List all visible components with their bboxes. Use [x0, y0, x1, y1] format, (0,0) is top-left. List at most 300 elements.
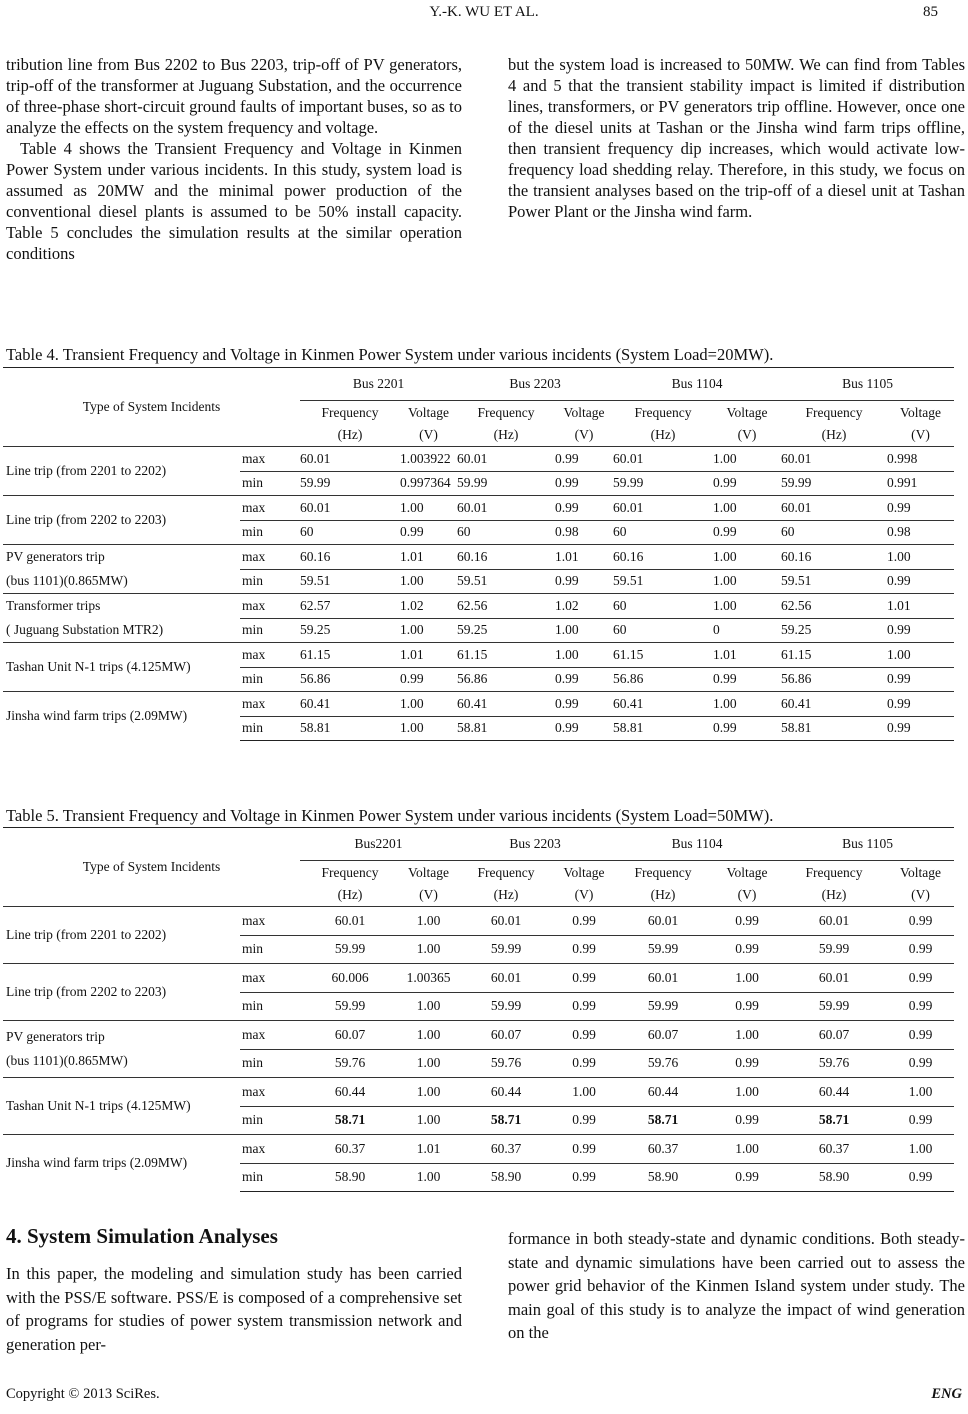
voltage-header	[887, 401, 954, 447]
table-cell: 1.00	[713, 594, 781, 619]
max-label: max	[240, 594, 300, 619]
table-cell: 60.01	[781, 447, 887, 472]
table-cell: 0.99	[887, 1106, 954, 1135]
subheader-label: Voltage	[900, 864, 942, 880]
voltage-header	[400, 861, 457, 907]
table-row	[3, 964, 954, 993]
table-cell: 60.44	[613, 1078, 713, 1107]
incident-label	[3, 907, 240, 964]
table-cell: 0.99	[887, 667, 954, 692]
table-cell: 1.00365	[400, 964, 457, 993]
max-label: max	[240, 964, 300, 993]
subheader-label: Frequency	[634, 404, 692, 420]
table-cell: 60	[457, 520, 555, 545]
max-label: max	[240, 545, 300, 570]
table-cell: 60.01	[457, 907, 555, 936]
subheader-unit: (Hz)	[493, 886, 519, 902]
table-cell: 0.99	[555, 716, 613, 741]
voltage-header	[887, 861, 954, 907]
min-label: min	[240, 1106, 300, 1135]
paragraph: In this paper, the modeling and simulation study has been carried with the PSS/E software. PSS/E is composed of a comprehensive set of programs for studies of power system transmission network and generation per-	[6, 1264, 462, 1354]
table-cell: 1.00	[713, 1078, 781, 1107]
table-cell: 0.99	[713, 520, 781, 545]
table-cell: 60.41	[300, 692, 400, 717]
subheader-unit: (V)	[419, 426, 438, 442]
table-cell: 59.51	[300, 569, 400, 594]
incident-text: Jinsha wind farm trips (2.09MW)	[6, 708, 188, 724]
table-cell: 1.00	[713, 964, 781, 993]
table-cell: 0.99	[713, 471, 781, 496]
table-cell: 1.00	[400, 1078, 457, 1107]
subheader-unit: (V)	[574, 886, 594, 902]
subheader-unit: (Hz)	[337, 426, 363, 442]
voltage-header	[713, 401, 781, 447]
max-label: max	[240, 1021, 300, 1050]
section-heading: 4. System Simulation Analyses	[6, 1224, 278, 1248]
table-cell: 60.01	[300, 907, 400, 936]
table-row	[3, 545, 954, 570]
table-cell: 60.01	[457, 964, 555, 993]
table-cell: 59.99	[781, 471, 887, 496]
table-cell: 60.01	[613, 496, 713, 521]
subheader-label: Voltage	[726, 404, 768, 420]
table-cell: 59.51	[457, 569, 555, 594]
incident-text: Line trip (from 2201 to 2202)	[6, 927, 167, 942]
incident-text: Jinsha wind farm trips (2.09MW)	[6, 1155, 188, 1171]
incident-type-header: Type of System Incidents	[3, 368, 300, 447]
table5	[3, 827, 954, 1192]
table-row	[3, 907, 954, 936]
table-cell: 59.99	[613, 471, 713, 496]
table-cell: 0.99	[555, 1135, 613, 1164]
table-cell: 0.99	[713, 716, 781, 741]
table-cell: 0.99	[555, 1049, 613, 1078]
table-cell: 58.81	[781, 716, 887, 741]
subheader-label: Frequency	[805, 404, 863, 420]
min-label: min	[240, 716, 300, 741]
min-label: min	[240, 992, 300, 1021]
table-cell: 1.00	[713, 1135, 781, 1164]
incident-label	[3, 692, 240, 741]
table-cell: 0.99	[713, 992, 781, 1021]
bus-header: Bus 1104	[613, 368, 781, 401]
incident-label	[3, 545, 240, 594]
min-label: min	[240, 1163, 300, 1192]
subheader-unit: (V)	[419, 886, 438, 902]
table-cell: 0.99	[887, 569, 954, 594]
table-row	[3, 1021, 954, 1050]
table-cell: 1.00	[400, 1106, 457, 1135]
table-cell: 58.71	[613, 1106, 713, 1135]
table-cell: 1.00	[713, 496, 781, 521]
table-cell: 0.99	[555, 1021, 613, 1050]
subheader-unit: (V)	[737, 426, 757, 442]
table-cell: 60	[300, 520, 400, 545]
incident-text: Line trip (from 2202 to 2203)	[6, 984, 167, 999]
table-cell: 60.006	[300, 964, 400, 993]
table-cell: 60.01	[613, 964, 713, 993]
copyright-notice: Copyright © 2013 SciRes.	[6, 1386, 160, 1402]
incident-text: PV generators trip	[6, 549, 105, 564]
table-cell: 60.41	[781, 692, 887, 717]
table-cell: 59.76	[781, 1049, 887, 1078]
table-cell: 60.41	[613, 692, 713, 717]
table-cell: 1.003922	[400, 447, 457, 472]
table-cell: 60.16	[781, 545, 887, 570]
table-cell: 59.76	[457, 1049, 555, 1078]
table-cell: 60.44	[781, 1078, 887, 1107]
bus-header: Bus 1105	[781, 368, 954, 401]
table-cell: 1.00	[713, 447, 781, 472]
subheader-unit: (Hz)	[821, 426, 847, 442]
bus-header: Bus2201	[300, 828, 457, 861]
table-cell: 60.16	[300, 545, 400, 570]
table-cell: 60.07	[781, 1021, 887, 1050]
max-label: max	[240, 1135, 300, 1164]
table-cell: 0.99	[887, 935, 954, 964]
table-cell: 0.99	[400, 667, 457, 692]
table-cell: 59.99	[457, 471, 555, 496]
table-cell: 58.81	[300, 716, 400, 741]
table-cell: 60.07	[300, 1021, 400, 1050]
subheader-label: Frequency	[634, 864, 692, 880]
table-cell: 59.99	[300, 992, 400, 1021]
table-cell: 60.44	[457, 1078, 555, 1107]
voltage-header	[555, 401, 613, 447]
bus-header: Bus 2201	[300, 368, 457, 401]
incident-text: Tashan Unit N-1 trips (4.125MW)	[6, 659, 191, 674]
table-cell: 0.99	[887, 964, 954, 993]
table-cell: 58.71	[300, 1106, 400, 1135]
table-cell: 60.01	[457, 447, 555, 472]
table-cell: 1.01	[400, 1135, 457, 1164]
incident-text: ( Juguang Substation MTR2)	[6, 622, 164, 637]
table-cell: 1.02	[400, 594, 457, 619]
min-label: min	[240, 618, 300, 643]
paragraph: tribution line from Bus 2202 to Bus 2203, trip-off of PV generators, trip-off of the transformer at Juguang Substation, and the occurrence of three-phase short-circuit ground faults of important buses, so as to analyze the effects on the system frequency and voltage.	[6, 55, 462, 137]
table-cell: 0.98	[887, 520, 954, 545]
table-cell: 0.99	[887, 618, 954, 643]
subheader-label: Frequency	[805, 864, 863, 880]
subheader-unit: (Hz)	[650, 426, 676, 442]
table-cell: 0.99	[555, 667, 613, 692]
table-cell: 61.15	[613, 643, 713, 668]
subheader-unit: (Hz)	[650, 886, 676, 902]
table-cell: 1.00	[713, 545, 781, 570]
frequency-header	[613, 861, 713, 907]
table-header-row	[3, 828, 954, 861]
table-cell: 1.00	[400, 1021, 457, 1050]
table-cell: 0	[713, 618, 781, 643]
table-cell: 56.86	[613, 667, 713, 692]
body-text-top-left	[6, 54, 462, 264]
table-cell: 1.00	[555, 643, 613, 668]
table-header-row	[3, 368, 954, 401]
table-cell: 1.01	[400, 643, 457, 668]
table-cell: 59.99	[457, 935, 555, 964]
min-label: min	[240, 1049, 300, 1078]
page-number: 85	[923, 4, 938, 20]
subheader-label: Voltage	[563, 404, 605, 420]
min-label: min	[240, 667, 300, 692]
body-text-top-right	[508, 54, 965, 222]
table-cell: 1.00	[400, 692, 457, 717]
incident-label	[3, 1135, 240, 1192]
table-cell: 1.00	[400, 1049, 457, 1078]
incident-text: (bus 1101)(0.865MW)	[6, 573, 128, 588]
max-label: max	[240, 907, 300, 936]
table-cell: 60	[781, 520, 887, 545]
table-cell: 62.57	[300, 594, 400, 619]
table-cell: 0.99	[887, 496, 954, 521]
table-cell: 1.00	[713, 692, 781, 717]
table-cell: 1.00	[887, 643, 954, 668]
table-cell: 60.01	[300, 496, 400, 521]
table-cell: 60.01	[781, 964, 887, 993]
table-cell: 60	[613, 594, 713, 619]
table-cell: 1.01	[400, 545, 457, 570]
subheader-unit: (V)	[911, 886, 930, 902]
min-label: min	[240, 935, 300, 964]
table-cell: 0.99	[887, 716, 954, 741]
table-row	[3, 496, 954, 521]
table-cell: 1.00	[555, 1078, 613, 1107]
max-label: max	[240, 692, 300, 717]
table-cell: 60.01	[613, 447, 713, 472]
running-head-authors: Y.-K. WU ET AL.	[429, 4, 539, 20]
subheader-unit: (V)	[574, 426, 594, 442]
table-cell: 1.00	[400, 907, 457, 936]
table-cell: 60.37	[613, 1135, 713, 1164]
subheader-unit: (V)	[737, 886, 757, 902]
table-cell: 1.00	[713, 1021, 781, 1050]
table-row	[3, 1078, 954, 1107]
incident-label	[3, 964, 240, 1021]
table-cell: 60.01	[300, 447, 400, 472]
bus-header: Bus 1105	[781, 828, 954, 861]
table-cell: 60.01	[457, 496, 555, 521]
max-label: max	[240, 447, 300, 472]
table-cell: 60.37	[300, 1135, 400, 1164]
table-cell: 0.99	[713, 667, 781, 692]
incident-label	[3, 496, 240, 545]
table-row	[3, 594, 954, 619]
table-cell: 58.90	[457, 1163, 555, 1192]
table-cell: 60.41	[457, 692, 555, 717]
table-cell: 59.99	[613, 992, 713, 1021]
paragraph: formance in both steady-state and dynamic conditions. Both steady-state and dynamic simulations have been carried out to assess the power grid behavior of the Kinmen Island system under study. The main goal of this study is to analyze the impact of wind generation on the	[508, 1229, 965, 1342]
table-cell: 56.86	[781, 667, 887, 692]
table-cell: 60.01	[781, 907, 887, 936]
subheader-label: Frequency	[477, 864, 535, 880]
table-cell: 61.15	[457, 643, 555, 668]
table-cell: 0.99	[555, 447, 613, 472]
table-cell: 0.99	[555, 692, 613, 717]
table-cell: 0.99	[887, 907, 954, 936]
table-cell: 1.00	[555, 618, 613, 643]
table-cell: 58.90	[613, 1163, 713, 1192]
incident-text: Line trip (from 2202 to 2203)	[6, 512, 167, 527]
incident-text: (bus 1101)(0.865MW)	[6, 1053, 128, 1068]
incident-text: Transformer trips	[6, 598, 101, 613]
table-cell: 1.00	[887, 545, 954, 570]
frequency-header	[457, 861, 555, 907]
table-cell: 0.99	[887, 1163, 954, 1192]
table-cell: 1.00	[400, 496, 457, 521]
table-cell: 59.99	[781, 992, 887, 1021]
table-row	[3, 692, 954, 717]
subheader-unit: (Hz)	[337, 886, 363, 902]
bus-header: Bus 2203	[457, 828, 613, 861]
table-cell: 1.01	[713, 643, 781, 668]
bus-header: Bus 2203	[457, 368, 613, 401]
table-cell: 56.86	[300, 667, 400, 692]
table-cell: 60.01	[781, 496, 887, 521]
frequency-header	[300, 861, 400, 907]
incident-label	[3, 447, 240, 496]
table5-caption: Table 5. Transient Frequency and Voltage in Kinmen Power System under various incidents (System Load=50MW).	[6, 806, 774, 825]
subheader-label: Voltage	[900, 404, 942, 420]
table-cell: 0.99	[555, 471, 613, 496]
incident-text: Tashan Unit N-1 trips (4.125MW)	[6, 1098, 191, 1113]
frequency-header	[457, 401, 555, 447]
table-cell: 60.16	[613, 545, 713, 570]
table-cell: 60.07	[613, 1021, 713, 1050]
table-cell: 59.76	[300, 1049, 400, 1078]
min-label: min	[240, 569, 300, 594]
incident-text: PV generators trip	[6, 1029, 105, 1044]
table-cell: 60	[613, 618, 713, 643]
table-cell: 0.99	[555, 992, 613, 1021]
voltage-header	[555, 861, 613, 907]
table-cell: 60.16	[457, 545, 555, 570]
frequency-header	[781, 861, 887, 907]
min-label: min	[240, 520, 300, 545]
table-cell: 0.998	[887, 447, 954, 472]
incident-type-header: Type of System Incidents	[3, 828, 300, 907]
table-cell: 0.99	[400, 520, 457, 545]
table-cell: 60	[613, 520, 713, 545]
table-cell: 59.76	[613, 1049, 713, 1078]
table4	[3, 367, 954, 741]
table-cell: 59.99	[300, 471, 400, 496]
table-cell: 0.99	[555, 935, 613, 964]
table-cell: 58.71	[781, 1106, 887, 1135]
table-cell: 0.99	[713, 1163, 781, 1192]
table-cell: 59.99	[613, 935, 713, 964]
table-row	[3, 643, 954, 668]
bus-header: Bus 1104	[613, 828, 781, 861]
subheader-label: Voltage	[563, 864, 605, 880]
table-cell: 1.00	[400, 569, 457, 594]
table-cell: 60.07	[457, 1021, 555, 1050]
max-label: max	[240, 496, 300, 521]
min-label: min	[240, 471, 300, 496]
subheader-unit: (Hz)	[493, 426, 519, 442]
table4-caption: Table 4. Transient Frequency and Voltage in Kinmen Power System under various incidents (System Load=20MW).	[6, 345, 774, 364]
table-cell: 58.90	[300, 1163, 400, 1192]
frequency-header	[300, 401, 400, 447]
max-label: max	[240, 643, 300, 668]
table-cell: 60.44	[300, 1078, 400, 1107]
table-cell: 1.00	[400, 992, 457, 1021]
table-cell: 59.51	[613, 569, 713, 594]
table-row	[3, 447, 954, 472]
table-cell: 60.37	[457, 1135, 555, 1164]
table-row	[3, 1135, 954, 1164]
subheader-label: Voltage	[726, 864, 768, 880]
body-text-bottom-left	[6, 1262, 462, 1356]
table-cell: 0.99	[555, 964, 613, 993]
table-cell: 1.01	[555, 545, 613, 570]
table-cell: 0.99	[555, 1106, 613, 1135]
table-cell: 59.25	[781, 618, 887, 643]
table-cell: 58.71	[457, 1106, 555, 1135]
voltage-header	[400, 401, 457, 447]
table-cell: 1.01	[887, 594, 954, 619]
subheader-label: Voltage	[408, 864, 449, 880]
subheader-label: Voltage	[408, 404, 449, 420]
table-cell: 59.99	[300, 935, 400, 964]
incident-label	[3, 1078, 240, 1135]
table-cell: 0.99	[713, 907, 781, 936]
table-cell: 0.99	[555, 1163, 613, 1192]
table-cell: 58.81	[457, 716, 555, 741]
page-footer	[6, 1386, 962, 1406]
table-cell: 1.00	[400, 1163, 457, 1192]
frequency-header	[613, 401, 713, 447]
journal-abbrev: ENG	[931, 1386, 962, 1402]
table-cell: 0.99	[713, 935, 781, 964]
table-cell: 59.25	[457, 618, 555, 643]
frequency-header	[781, 401, 887, 447]
table-cell: 1.00	[400, 935, 457, 964]
table-cell: 1.00	[887, 1078, 954, 1107]
table-cell: 0.99	[555, 907, 613, 936]
table-cell: 59.25	[300, 618, 400, 643]
incident-text: Line trip (from 2201 to 2202)	[6, 463, 167, 478]
subheader-unit: (Hz)	[821, 886, 847, 902]
table-cell: 1.00	[400, 618, 457, 643]
table-cell: 1.00	[887, 1135, 954, 1164]
table-cell: 61.15	[300, 643, 400, 668]
table-cell: 0.99	[555, 496, 613, 521]
table-cell: 59.51	[781, 569, 887, 594]
incident-label	[3, 1021, 240, 1078]
table-cell: 59.99	[781, 935, 887, 964]
table-cell: 60.37	[781, 1135, 887, 1164]
table-cell: 61.15	[781, 643, 887, 668]
voltage-header	[713, 861, 781, 907]
table-cell: 0.99	[887, 1049, 954, 1078]
table-cell: 58.81	[613, 716, 713, 741]
subheader-label: Frequency	[321, 864, 379, 880]
paragraph: Table 4 shows the Transient Frequency and Voltage in Kinmen Power System under various incidents. In this study, system load is assumed as 20MW and the minimal power production of the conventional diesel plants is assumed to be 50% install capacity. Table 5 concludes the simulation results at the similar operation conditions	[6, 139, 462, 263]
table-cell: 0.997364	[400, 471, 457, 496]
table-cell: 0.99	[887, 1021, 954, 1050]
table-cell: 62.56	[457, 594, 555, 619]
paragraph: but the system load is increased to 50MW. We can find from Tables 4 and 5 that the transient stability impact is limited if distribution lines, transformers, or PV generators trip offline. However, once one of the diesel units at Tashan or the Jinsha wind farm trips offline, then transient frequency dip increases, which would activate low-frequency load shedding relay. Therefore, in this study, we focus on the transient analyses based on the trip-off of a diesel unit at Tashan Power Plant or the Jinsha wind farm.	[508, 55, 965, 221]
table-cell: 0.99	[713, 1106, 781, 1135]
table-cell: 60.01	[613, 907, 713, 936]
subheader-unit: (V)	[911, 426, 930, 442]
table-cell: 58.90	[781, 1163, 887, 1192]
subheader-label: Frequency	[321, 404, 379, 420]
table-cell: 62.56	[781, 594, 887, 619]
body-text-bottom-right	[508, 1227, 965, 1345]
table-cell: 1.00	[713, 569, 781, 594]
table-cell: 1.02	[555, 594, 613, 619]
